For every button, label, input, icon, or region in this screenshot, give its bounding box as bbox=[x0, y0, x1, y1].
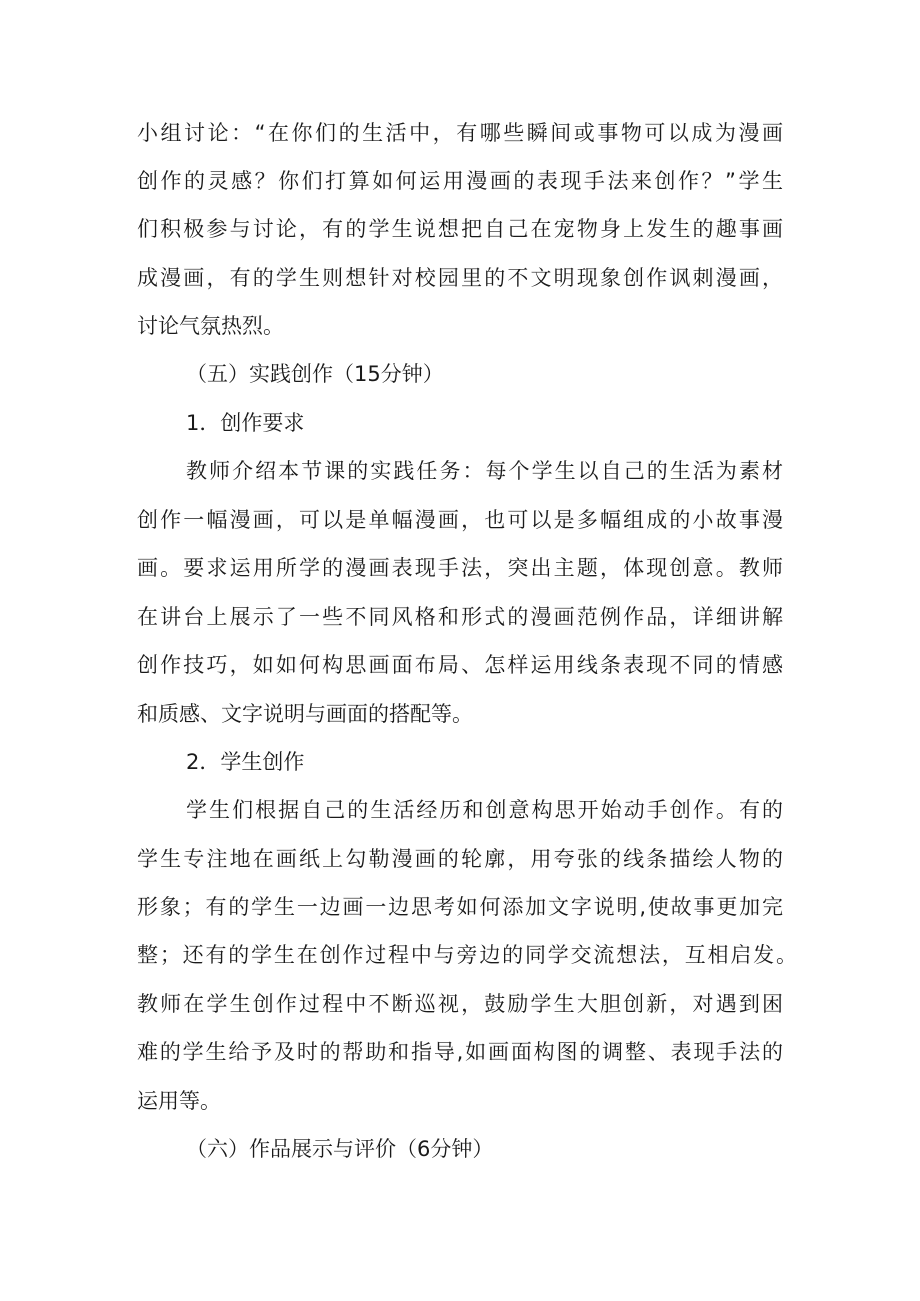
section-heading: （六）作品展示与评价（6分钟） bbox=[186, 1137, 494, 1161]
text-line: 学生们根据自己的生活经历和创意构思开始动手创作。有的 bbox=[186, 798, 783, 822]
text-line: 成漫画，有的学生则想针对校园里的不文明现象创作讽刺漫画， bbox=[137, 266, 783, 290]
text-line: 画。要求运用所学的漫画表现手法，突出主题，体现创意。教师 bbox=[137, 556, 783, 580]
subsection-heading: 1．创作要求 bbox=[186, 411, 305, 435]
subsection-heading: 2．学生创作 bbox=[186, 750, 305, 774]
text-line: 难的学生给予及时的帮助和指导,如画面构图的调整、表现手法的 bbox=[137, 1040, 783, 1064]
text-line: 和质感、文字说明与画面的搭配等。 bbox=[137, 702, 473, 726]
text-line: 在讲台上展示了一些不同风格和形式的漫画范例作品，详细讲解 bbox=[137, 605, 783, 629]
text-line: 创作技巧，如如何构思画面布局、怎样运用线条表现不同的情感 bbox=[137, 653, 783, 677]
text-line: 教师介绍本节课的实践任务：每个学生以自己的生活为素材 bbox=[186, 459, 783, 483]
text-line: 创作的灵感？你们打算如何运用漫画的表现手法来创作？”学生 bbox=[137, 169, 783, 193]
text-line: 讨论气氛热烈。 bbox=[137, 314, 284, 338]
section-heading: （五）实践创作（15分钟） bbox=[186, 362, 444, 386]
text-line: 学生专注地在画纸上勾勒漫画的轮廓，用夸张的线条描绘人物的 bbox=[137, 847, 783, 871]
text-line: 教师在学生创作过程中不断巡视，鼓励学生大胆创新，对遇到困 bbox=[137, 992, 783, 1016]
text-line: 创作一幅漫画，可以是单幅漫画，也可以是多幅组成的小故事漫 bbox=[137, 508, 783, 532]
text-line: 形象；有的学生一边画一边思考如何添加文字说明,使故事更加完 bbox=[137, 895, 783, 919]
text-line: 们积极参与讨论，有的学生说想把自己在宠物身上发生的趣事画 bbox=[137, 217, 783, 241]
text-line: 小组讨论：“在你们的生活中，有哪些瞬间或事物可以成为漫画 bbox=[137, 121, 783, 145]
text-line: 运用等。 bbox=[137, 1089, 221, 1113]
text-line: 整；还有的学生在创作过程中与旁边的同学交流想法，互相启发。 bbox=[137, 943, 797, 967]
